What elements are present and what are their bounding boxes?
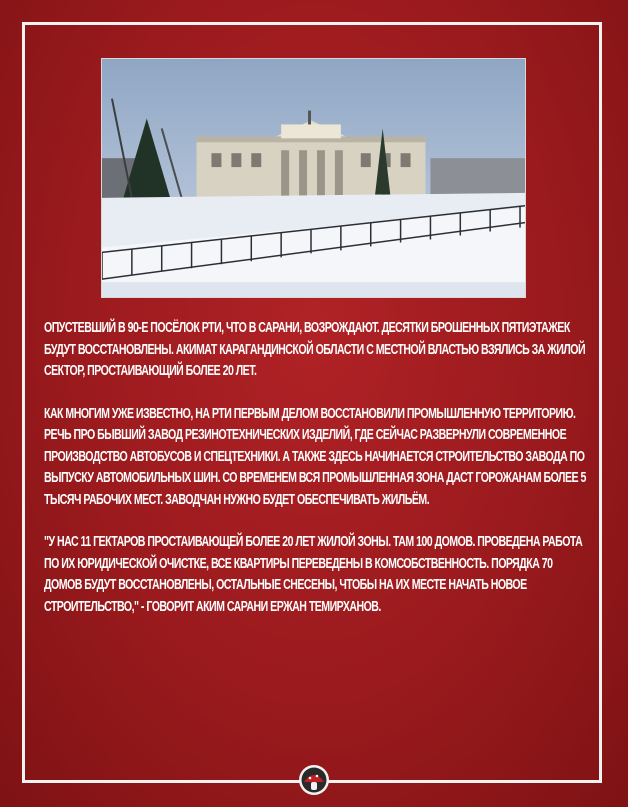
building-photo <box>101 58 526 298</box>
photo-illustration <box>102 59 525 297</box>
paragraph-1: ОПУСТЕВШИЙ В 90-Е ПОСЁЛОК РТИ, ЧТО В САРАНИ, ВОЗРОЖДАЮТ. ДЕСЯТКИ БРОШЕННЫХ ПЯТИЭТАЖЕК БУДУТ ВОССТАНОВЛЕНЫ. АКИМАТ КАРАГАНДИНСКОЙ ОБЛАСТИ С МЕСТНОЙ ВЛАСТЬЮ ВЗЯЛИСЬ ЗА ЖИЛОЙ СЕКТОР, ПРОСТАИВАЮЩИЙ БОЛЕЕ 20 ЛЕТ. <box>44 320 586 379</box>
article-text <box>44 318 589 639</box>
paragraph-2: КАК МНОГИМ УЖЕ ИЗВЕСТНО, НА РТИ ПЕРВЫМ ДЕЛОМ ВОССТАНОВИЛИ ПРОМЫШЛЕННУЮ ТЕРРИТОРИЮ. РЕЧЬ ПРО БЫВШИЙ ЗАВОД РЕЗИНОТЕХНИЧЕСКИХ ИЗДЕЛИЙ, ГДЕ СЕЙЧАС РАЗВЕРНУЛИ СОВРЕМЕННОЕ ПРОИЗВОДСТВО АВТОБУСОВ И СПЕЦТЕХНИКИ. А ТАКЖЕ ЗДЕСЬ НАЧИНАЕТСЯ СТРОИТЕЛЬСТВО ЗАВОДА ПО ВЫПУСКУ АВТОМОБИЛЬНЫХ ШИН. СО ВРЕМЕНЕМ ВСЯ ПРОМЫШЛЕННАЯ ЗОНА ДАСТ ГОРОЖАНАМ БОЛЕЕ 5 ТЫСЯЧ РАБОЧИХ МЕСТ. ЗАВОДЧАН НУЖНО БУДЕТ ОБЕСПЕЧИВАТЬ ЖИЛЬЁМ. <box>44 405 586 508</box>
paragraph-3: "У НАС 11 ГЕКТАРОВ ПРОСТАИВАЮЩЕЙ БОЛЕЕ 20 ЛЕТ ЖИЛОЙ ЗОНЫ. ТАМ 100 ДОМОВ. ПРОВЕДЕНА РАБОТА ПО ИХ ЮРИДИЧЕСКОЙ ОЧИСТКЕ, ВСЕ КВАРТИРЫ ПЕРЕВЕДЕНЫ В КОМСОБСТВЕННОСТЬ. ПОРЯДКА 70 ДОМОВ БУДУТ ВОССТАНОВЛЕНЫ, ОСТАЛЬНЫЕ СНЕСЕНЫ, ЧТОБЫ НА ИХ МЕСТЕ НАЧАТЬ НОВОЕ СТРОИТЕЛЬСТВО," - ГОВОРИТ АКИМ САРАНИ ЕРЖАН ТЕМИРХАНОВ. <box>44 534 583 615</box>
mushroom-logo-icon <box>298 764 330 796</box>
